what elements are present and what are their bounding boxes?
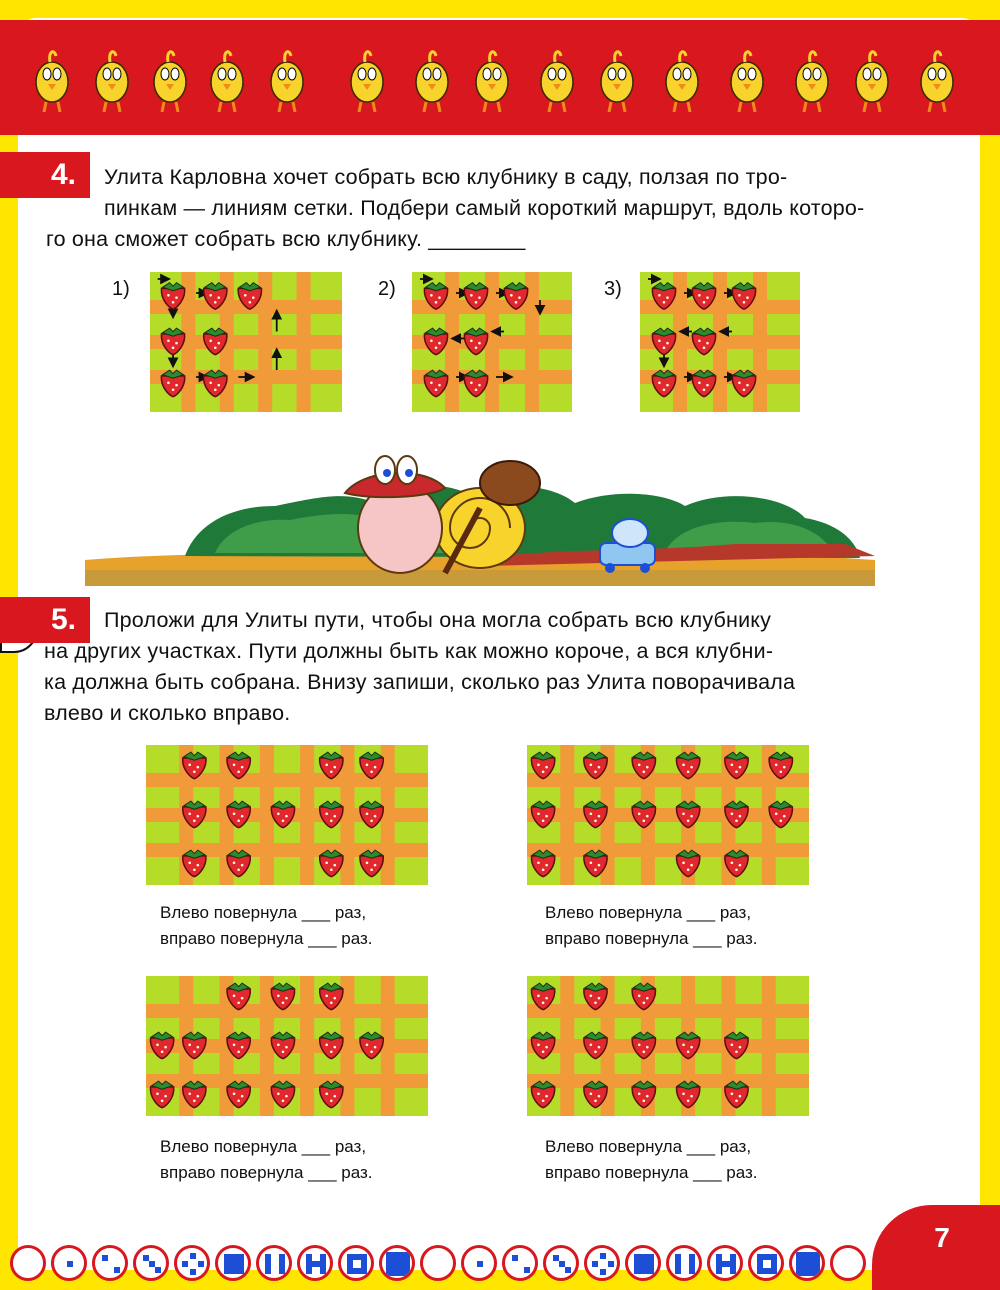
answer-1-right: вправо повернула ___ раз. <box>160 929 373 948</box>
pattern-tile-icon <box>666 1245 702 1281</box>
answer-3-right: вправо повернула ___ раз. <box>160 1163 373 1182</box>
chick-icon <box>90 40 134 120</box>
chick-icon <box>850 40 894 120</box>
pattern-tile-icon <box>420 1245 456 1281</box>
pattern-tile-icon <box>297 1245 333 1281</box>
pattern-tile-icon <box>51 1245 87 1281</box>
exercise-5-line-3: ка должна быть собрана. Внизу запиши, сколько раз Улита поворачивала <box>44 670 796 694</box>
option-1-label: 1) <box>112 278 130 300</box>
answer-1-left: Влево повернула ___ раз, <box>160 903 367 922</box>
answer-block-3 <box>160 1134 373 1186</box>
exercise-4-line-1: Улита Карловна хочет собрать всю клубнику в саду, ползая по тро- <box>104 165 788 189</box>
answer-block-2 <box>545 900 758 952</box>
answer-2-left: Влево повернула ___ раз, <box>545 903 752 922</box>
field-grid-1[interactable] <box>146 745 428 885</box>
exercise-5-number: 5. <box>0 597 90 643</box>
exercise-4-number: 4. <box>0 152 90 198</box>
pattern-tile-icon <box>379 1245 415 1281</box>
exercise-4-line-3: го она сможет собрать всю клубнику. ________ <box>46 227 526 251</box>
answer-2-right: вправо повернула ___ раз. <box>545 929 758 948</box>
field-grid-2[interactable] <box>527 745 809 885</box>
chick-icon <box>915 40 959 120</box>
exercise-5-line-2: на других участках. Пути должны быть как можно короче, а вся клубни- <box>44 639 774 663</box>
pattern-tile-icon <box>748 1245 784 1281</box>
pattern-tile-icon <box>215 1245 251 1281</box>
pattern-tile-icon <box>133 1245 169 1281</box>
pattern-tile-icon <box>625 1245 661 1281</box>
chick-icon <box>265 40 309 120</box>
chick-icon <box>790 40 834 120</box>
chick-icon <box>470 40 514 120</box>
page-number: 7 <box>934 1222 950 1253</box>
chick-icon <box>205 40 249 120</box>
answer-4-left: Влево повернула ___ раз, <box>545 1137 752 1156</box>
snail-illustration <box>85 448 875 598</box>
chick-icon <box>595 40 639 120</box>
route-grid-option-1[interactable] <box>150 272 342 412</box>
answer-block-1 <box>160 900 373 952</box>
chick-icon <box>148 40 192 120</box>
header-band <box>0 20 1000 135</box>
chick-icon <box>535 40 579 120</box>
pattern-tile-icon <box>174 1245 210 1281</box>
pattern-tile-icon <box>10 1245 46 1281</box>
pattern-tile-icon <box>830 1245 866 1281</box>
chick-icon <box>30 40 74 120</box>
exercise-4-text <box>46 162 912 255</box>
pattern-tile-icon <box>461 1245 497 1281</box>
route-grid-option-2[interactable] <box>412 272 572 412</box>
chick-icon <box>410 40 454 120</box>
pattern-tile-icon <box>543 1245 579 1281</box>
chick-icon <box>725 40 769 120</box>
answer-3-left: Влево повернула ___ раз, <box>160 1137 367 1156</box>
answer-block-4 <box>545 1134 758 1186</box>
option-3-label: 3) <box>604 278 622 300</box>
route-grid-option-3[interactable] <box>640 272 800 412</box>
exercise-5-line-4: влево и сколько вправо. <box>44 701 291 725</box>
exercise-5-text <box>44 605 912 729</box>
field-grid-3[interactable] <box>146 976 428 1116</box>
pattern-tile-icon <box>707 1245 743 1281</box>
option-2-label: 2) <box>378 278 396 300</box>
pattern-tile-icon <box>256 1245 292 1281</box>
field-grid-4[interactable] <box>527 976 809 1116</box>
pattern-tile-icon <box>584 1245 620 1281</box>
pattern-tile-icon <box>502 1245 538 1281</box>
exercise-4-line-2: пинкам — линиям сетки. Подбери самый короткий маршрут, вдоль которо- <box>104 196 865 220</box>
pattern-tile-icon <box>338 1245 374 1281</box>
answer-4-right: вправо повернула ___ раз. <box>545 1163 758 1182</box>
pattern-tile-icon <box>92 1245 128 1281</box>
pattern-tile-icon <box>789 1245 825 1281</box>
exercise-5-line-1: Проложи для Улиты пути, чтобы она могла собрать всю клубнику <box>104 608 772 632</box>
chick-icon <box>660 40 704 120</box>
chick-icon <box>345 40 389 120</box>
